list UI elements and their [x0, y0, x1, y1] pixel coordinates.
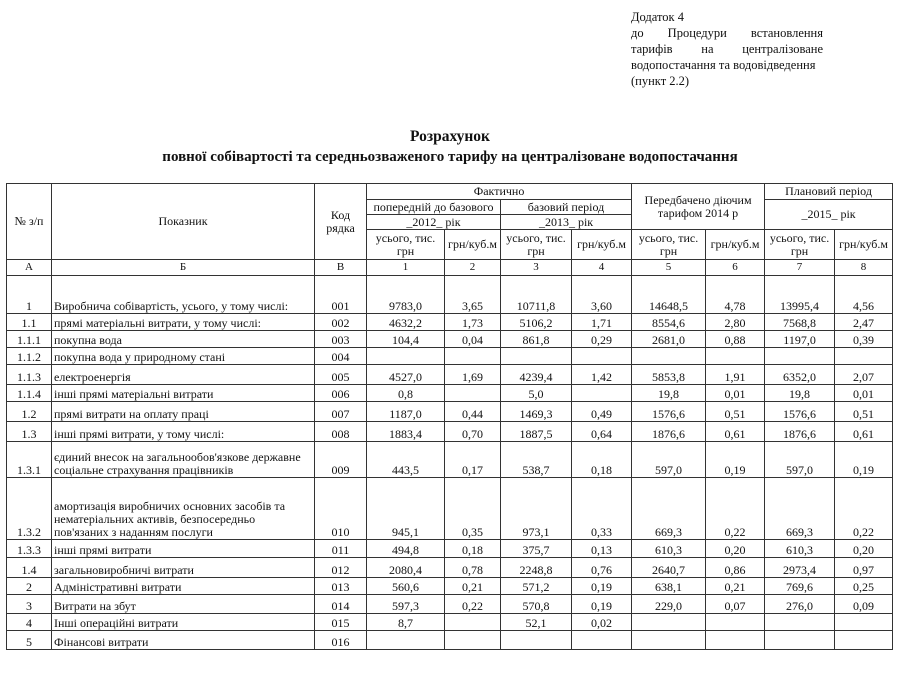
row-number: 3 — [7, 595, 52, 614]
header-total: усього, тис. грн — [367, 230, 445, 260]
row-code: 002 — [315, 314, 367, 331]
value-per-unit: 2,80 — [706, 314, 765, 331]
table-row — [7, 402, 893, 422]
table-row — [7, 331, 893, 348]
value-total: 1876,6 — [765, 422, 835, 442]
value-per-unit — [706, 348, 765, 365]
row-indicator: інші прямі матеріальні витрати — [52, 385, 315, 402]
row-number: 1.1.1 — [7, 331, 52, 348]
appendix-note-line: (пункт 2.2) — [631, 74, 690, 88]
value-total: 104,4 — [367, 331, 445, 348]
value-per-unit: 0,19 — [572, 578, 632, 595]
value-per-unit: 2,07 — [835, 365, 893, 385]
row-number: 1.3.3 — [7, 540, 52, 558]
column-letter: 6 — [706, 260, 765, 276]
value-per-unit: 0,19 — [706, 442, 765, 478]
value-total: 6352,0 — [765, 365, 835, 385]
value-total: 669,3 — [765, 478, 835, 540]
row-number: 1.3 — [7, 422, 52, 442]
value-total: 945,1 — [367, 478, 445, 540]
value-per-unit: 0,02 — [572, 614, 632, 631]
value-per-unit: 0,78 — [445, 558, 501, 578]
value-per-unit — [572, 385, 632, 402]
row-code: 003 — [315, 331, 367, 348]
value-per-unit — [445, 385, 501, 402]
value-total: 1576,6 — [765, 402, 835, 422]
row-code: 014 — [315, 595, 367, 614]
row-indicator: Інші операційні витрати — [52, 614, 315, 631]
value-per-unit: 0,04 — [445, 331, 501, 348]
value-per-unit: 0,20 — [706, 540, 765, 558]
value-per-unit: 0,39 — [835, 331, 893, 348]
value-per-unit — [445, 631, 501, 650]
value-total: 375,7 — [501, 540, 572, 558]
header-total: усього, тис. грн — [501, 230, 572, 260]
header-plan-year: _2015_ рік — [765, 200, 893, 230]
value-total: 1883,4 — [367, 422, 445, 442]
value-per-unit: 0,18 — [445, 540, 501, 558]
row-indicator: покупна вода — [52, 331, 315, 348]
value-total: 8,7 — [367, 614, 445, 631]
appendix-note-line: Додаток 4 — [631, 10, 684, 24]
table-row — [7, 631, 893, 650]
value-per-unit — [572, 631, 632, 650]
row-number: 5 — [7, 631, 52, 650]
table-row — [7, 276, 893, 314]
value-total — [632, 614, 706, 631]
table-row — [7, 365, 893, 385]
value-per-unit: 0,22 — [706, 478, 765, 540]
value-total: 597,3 — [367, 595, 445, 614]
value-total: 2681,0 — [632, 331, 706, 348]
row-code: 013 — [315, 578, 367, 595]
header-per-unit: грн/куб.м — [706, 230, 765, 260]
value-total: 560,6 — [367, 578, 445, 595]
column-letter: 5 — [632, 260, 706, 276]
value-total: 4527,0 — [367, 365, 445, 385]
value-per-unit: 1,69 — [445, 365, 501, 385]
table-row — [7, 595, 893, 614]
value-per-unit: 0,25 — [835, 578, 893, 595]
value-per-unit: 4,78 — [706, 276, 765, 314]
value-total: 1187,0 — [367, 402, 445, 422]
row-code: 007 — [315, 402, 367, 422]
table-row — [7, 348, 893, 365]
value-total: 597,0 — [632, 442, 706, 478]
value-total: 14648,5 — [632, 276, 706, 314]
value-total: 597,0 — [765, 442, 835, 478]
appendix-note-line: тарифів на централізоване — [631, 42, 823, 56]
value-total: 1197,0 — [765, 331, 835, 348]
value-per-unit: 0,01 — [835, 385, 893, 402]
value-total: 7568,8 — [765, 314, 835, 331]
column-letter: Б — [52, 260, 315, 276]
value-total — [632, 348, 706, 365]
value-total — [501, 631, 572, 650]
value-total: 229,0 — [632, 595, 706, 614]
row-indicator: єдиний внесок на загальнообов'язкове державне соціальне страхування працівників — [52, 442, 315, 478]
value-total: 2640,7 — [632, 558, 706, 578]
value-total: 9783,0 — [367, 276, 445, 314]
header-code: Код рядка — [315, 184, 367, 260]
value-per-unit — [706, 631, 765, 650]
appendix-note — [631, 9, 823, 89]
value-per-unit: 0,18 — [572, 442, 632, 478]
value-per-unit: 0,22 — [835, 478, 893, 540]
value-per-unit: 0,21 — [706, 578, 765, 595]
value-total: 861,8 — [501, 331, 572, 348]
value-per-unit: 0,33 — [572, 478, 632, 540]
row-number: 1.1 — [7, 314, 52, 331]
header-total: усього, тис. грн — [765, 230, 835, 260]
row-number: 1.2 — [7, 402, 52, 422]
column-letter: 1 — [367, 260, 445, 276]
row-indicator: Фінансові витрати — [52, 631, 315, 650]
table-row — [7, 314, 893, 331]
header-base-year: _2013_ рік — [501, 215, 632, 230]
row-indicator: інші прямі витрати, у тому числі: — [52, 422, 315, 442]
value-total: 8554,6 — [632, 314, 706, 331]
row-indicator: Витрати на збут — [52, 595, 315, 614]
row-number: 1.4 — [7, 558, 52, 578]
value-per-unit: 0,44 — [445, 402, 501, 422]
header-indicator: Показник — [52, 184, 315, 260]
row-indicator: загальновиробничі витрати — [52, 558, 315, 578]
table-row — [7, 558, 893, 578]
value-per-unit: 3,60 — [572, 276, 632, 314]
value-total: 13995,4 — [765, 276, 835, 314]
row-code: 015 — [315, 614, 367, 631]
value-per-unit: 0,61 — [835, 422, 893, 442]
value-total: 973,1 — [501, 478, 572, 540]
value-per-unit: 0,07 — [706, 595, 765, 614]
header-num: № з/п — [7, 184, 52, 260]
row-indicator: амортизація виробничих основних засобів та нематеріальних активів, безпосередньо пов'язаних з наданням послуги — [52, 478, 315, 540]
header-per-unit: грн/куб.м — [572, 230, 632, 260]
column-letter: 2 — [445, 260, 501, 276]
row-code: 010 — [315, 478, 367, 540]
value-per-unit: 1,42 — [572, 365, 632, 385]
value-total — [501, 348, 572, 365]
value-total: 570,8 — [501, 595, 572, 614]
value-per-unit — [706, 614, 765, 631]
value-per-unit: 0,19 — [835, 442, 893, 478]
value-per-unit: 0,01 — [706, 385, 765, 402]
row-indicator: Виробнича собівартість, усього, у тому числі: — [52, 276, 315, 314]
value-per-unit: 1,71 — [572, 314, 632, 331]
row-number: 1 — [7, 276, 52, 314]
table-row — [7, 442, 893, 478]
row-code: 012 — [315, 558, 367, 578]
value-per-unit — [835, 631, 893, 650]
value-per-unit: 0,19 — [572, 595, 632, 614]
value-per-unit: 0,61 — [706, 422, 765, 442]
value-per-unit: 0,97 — [835, 558, 893, 578]
row-code: 016 — [315, 631, 367, 650]
value-per-unit: 3,65 — [445, 276, 501, 314]
row-code: 011 — [315, 540, 367, 558]
value-total: 769,6 — [765, 578, 835, 595]
header-plan-period: Плановий період — [765, 184, 893, 200]
column-letter: В — [315, 260, 367, 276]
row-indicator: прямі витрати на оплату праці — [52, 402, 315, 422]
value-total: 2248,8 — [501, 558, 572, 578]
row-code: 006 — [315, 385, 367, 402]
document-title: Розрахунок — [410, 128, 490, 145]
value-total: 443,5 — [367, 442, 445, 478]
document-subtitle: повної собівартості та середньозваженого тарифу на централізоване водопостачання — [162, 149, 738, 165]
value-total: 2973,4 — [765, 558, 835, 578]
value-per-unit — [835, 348, 893, 365]
row-indicator: електроенергія — [52, 365, 315, 385]
header-actual: Фактично — [367, 184, 632, 200]
header-per-unit: грн/куб.м — [835, 230, 893, 260]
value-per-unit: 1,73 — [445, 314, 501, 331]
value-total: 538,7 — [501, 442, 572, 478]
value-per-unit — [445, 348, 501, 365]
value-per-unit: 0,35 — [445, 478, 501, 540]
value-total: 0,8 — [367, 385, 445, 402]
value-per-unit: 4,56 — [835, 276, 893, 314]
row-code: 005 — [315, 365, 367, 385]
value-per-unit: 0,17 — [445, 442, 501, 478]
value-total: 610,3 — [765, 540, 835, 558]
value-total: 4632,2 — [367, 314, 445, 331]
header-per-unit: грн/куб.м — [445, 230, 501, 260]
row-indicator: Адміністративні витрати — [52, 578, 315, 595]
row-code: 009 — [315, 442, 367, 478]
value-per-unit: 0,64 — [572, 422, 632, 442]
row-number: 1.3.2 — [7, 478, 52, 540]
header-prev-period: попередній до базового — [367, 200, 501, 215]
header-total: усього, тис. грн — [632, 230, 706, 260]
value-total: 494,8 — [367, 540, 445, 558]
table-row — [7, 385, 893, 402]
value-per-unit — [572, 348, 632, 365]
value-per-unit: 0,70 — [445, 422, 501, 442]
row-indicator: прямі матеріальні витрати, у тому числі: — [52, 314, 315, 331]
column-letter: 3 — [501, 260, 572, 276]
row-number: 1.3.1 — [7, 442, 52, 478]
row-number: 4 — [7, 614, 52, 631]
value-per-unit: 0,88 — [706, 331, 765, 348]
value-total — [765, 348, 835, 365]
value-total: 10711,8 — [501, 276, 572, 314]
row-indicator: покупна вода у природному стані — [52, 348, 315, 365]
value-per-unit: 0,76 — [572, 558, 632, 578]
value-total: 1576,6 — [632, 402, 706, 422]
column-letter: 4 — [572, 260, 632, 276]
header-tariff-period: Передбачено діючим тарифом 2014 р — [632, 184, 765, 230]
value-total — [367, 348, 445, 365]
value-per-unit: 0,21 — [445, 578, 501, 595]
value-per-unit: 0,13 — [572, 540, 632, 558]
column-letter: А — [7, 260, 52, 276]
value-total: 1887,5 — [501, 422, 572, 442]
table-row — [7, 578, 893, 595]
value-per-unit: 0,86 — [706, 558, 765, 578]
table-row — [7, 540, 893, 558]
row-indicator: інші прямі витрати — [52, 540, 315, 558]
value-total: 1469,3 — [501, 402, 572, 422]
value-total — [765, 631, 835, 650]
value-per-unit: 0,51 — [835, 402, 893, 422]
value-per-unit: 0,49 — [572, 402, 632, 422]
header-prev-year: _2012_ рік — [367, 215, 501, 230]
value-total: 638,1 — [632, 578, 706, 595]
value-total — [632, 631, 706, 650]
row-number: 1.1.3 — [7, 365, 52, 385]
row-code: 001 — [315, 276, 367, 314]
value-total: 571,2 — [501, 578, 572, 595]
value-total: 19,8 — [632, 385, 706, 402]
table-row — [7, 422, 893, 442]
appendix-note-line: водопостачання та водовідведення — [631, 58, 816, 72]
value-per-unit: 0,51 — [706, 402, 765, 422]
value-total: 4239,4 — [501, 365, 572, 385]
column-letter: 8 — [835, 260, 893, 276]
value-per-unit: 0,09 — [835, 595, 893, 614]
appendix-note-line: до Процедури встановлення — [631, 26, 823, 40]
row-number: 1.1.4 — [7, 385, 52, 402]
column-letter: 7 — [765, 260, 835, 276]
value-total: 276,0 — [765, 595, 835, 614]
value-total — [367, 631, 445, 650]
value-per-unit: 2,47 — [835, 314, 893, 331]
value-per-unit: 0,22 — [445, 595, 501, 614]
table-row — [7, 614, 893, 631]
value-total: 2080,4 — [367, 558, 445, 578]
value-total: 5,0 — [501, 385, 572, 402]
value-per-unit — [835, 614, 893, 631]
cost-calculation-table — [6, 183, 893, 650]
value-total — [765, 614, 835, 631]
value-total: 52,1 — [501, 614, 572, 631]
value-per-unit: 0,29 — [572, 331, 632, 348]
value-total: 5853,8 — [632, 365, 706, 385]
value-per-unit: 1,91 — [706, 365, 765, 385]
row-code: 008 — [315, 422, 367, 442]
row-number: 1.1.2 — [7, 348, 52, 365]
row-code: 004 — [315, 348, 367, 365]
header-base-period: базовий період — [501, 200, 632, 215]
value-total: 5106,2 — [501, 314, 572, 331]
value-total: 1876,6 — [632, 422, 706, 442]
value-per-unit: 0,20 — [835, 540, 893, 558]
value-total: 19,8 — [765, 385, 835, 402]
row-number: 2 — [7, 578, 52, 595]
value-total: 669,3 — [632, 478, 706, 540]
value-per-unit — [445, 614, 501, 631]
value-total: 610,3 — [632, 540, 706, 558]
table-row — [7, 478, 893, 540]
